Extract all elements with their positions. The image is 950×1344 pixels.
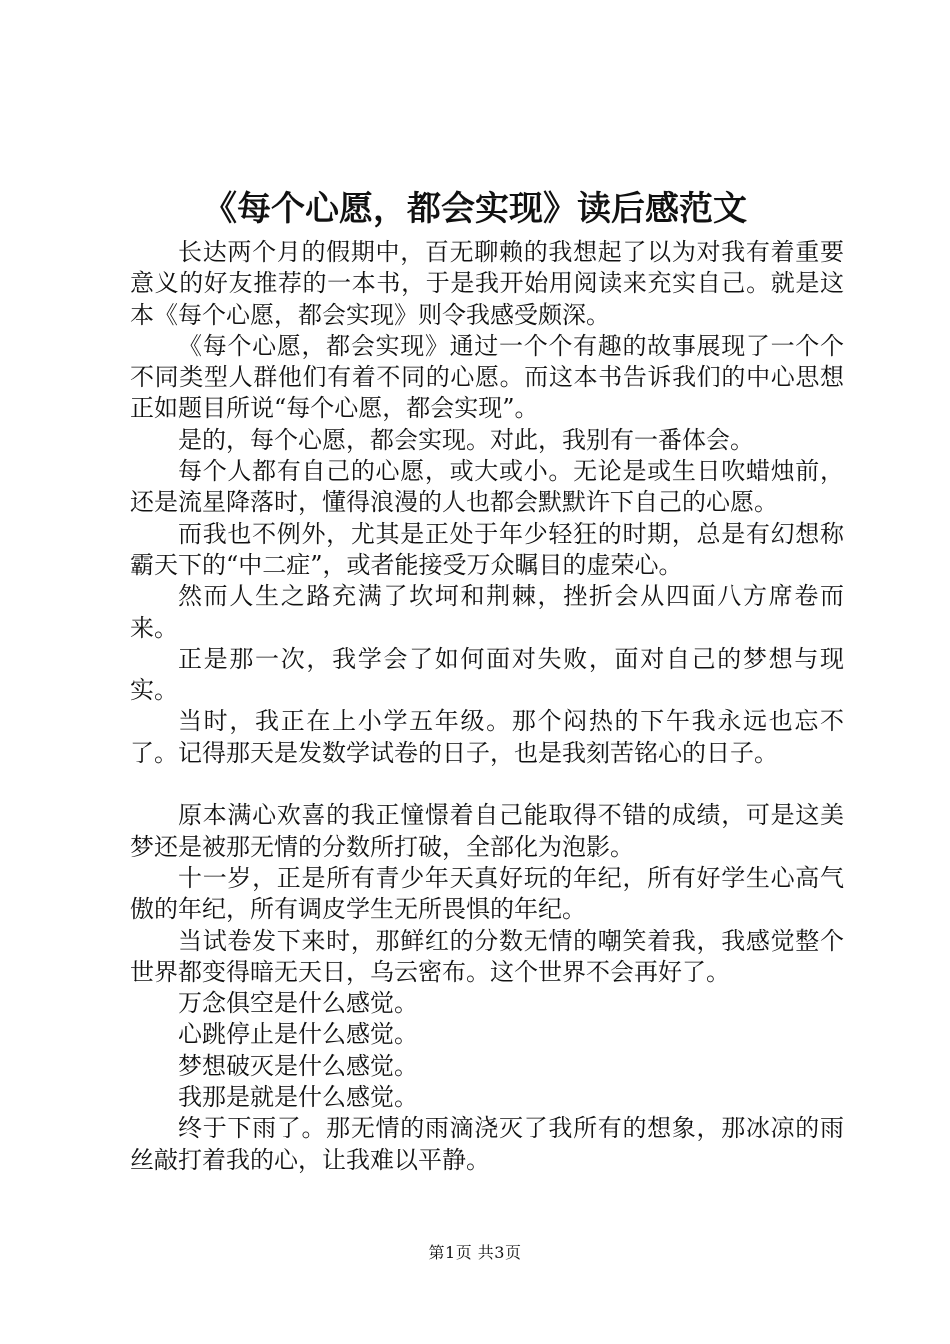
paragraph: 梦想破灭是什么感觉。 xyxy=(178,1051,418,1080)
paragraph: 当试卷发下来时，那鲜红的分数无情的嘲笑着我，我感觉整个世界都变得暗无天日，乌云密布。这个世界不会再好了。 xyxy=(130,926,844,986)
paragraph: 原本满心欢喜的我正憧憬着自己能取得不错的成绩，可是这美梦还是被那无情的分数所打破，全部化为泡影。 xyxy=(130,801,844,861)
paragraph: 长达两个月的假期中，百无聊赖的我想起了以为对我有着重要意义的好友推荐的一本书，于是我开始用阅读来充实自己。就是这本《每个心愿，都会实现》则令我感受颇深。 xyxy=(130,238,844,329)
paragraph: 每个人都有自己的心愿，或大或小。无论是或生日吹蜡烛前，还是流星降落时，懂得浪漫的人也都会默默许下自己的心愿。 xyxy=(130,457,844,517)
paragraph: 《每个心愿，都会实现》通过一个个有趣的故事展现了一个个不同类型人群他们有着不同的心愿。而这本书告诉我们的中心思想正如题目所说“每个心愿，都会实现”。 xyxy=(130,331,844,423)
page-footer: 第1页 共3页 xyxy=(428,1243,522,1262)
paragraph: 然而人生之路充满了坎坷和荆棘，挫折会从四面八方席卷而来。 xyxy=(130,582,844,642)
page-title: 《每个心愿，都会实现》读后感范文 xyxy=(203,189,747,229)
paragraph: 心跳停止是什么感觉。 xyxy=(178,1020,418,1049)
document-body xyxy=(130,237,844,1176)
paragraph: 终于下雨了。那无情的雨滴浇灭了我所有的想象，那冰凉的雨丝敲打着我的心，让我难以平静。 xyxy=(130,1114,844,1174)
paragraph: 我那是就是什么感觉。 xyxy=(178,1083,418,1112)
blank-line xyxy=(130,769,844,800)
paragraph: 正是那一次，我学会了如何面对失败，面对自己的梦想与现实。 xyxy=(130,644,844,705)
paragraph: 而我也不例外，尤其是正处于年少轻狂的时期，总是有幻想称霸天下的“中二症”，或者能接受万众瞩目的虚荣心。 xyxy=(130,519,844,579)
paragraph: 当时，我正在上小学五年级。那个闷热的下午我永远也忘不了。记得那天是发数学试卷的日子，也是我刻苦铭心的日子。 xyxy=(130,707,844,767)
paragraph: 是的，每个心愿，都会实现。对此，我别有一番体会。 xyxy=(178,425,754,454)
paragraph: 十一岁，正是所有青少年天真好玩的年纪，所有好学生心高气傲的年纪，所有调皮学生无所畏惧的年纪。 xyxy=(130,863,844,924)
paragraph: 万念俱空是什么感觉。 xyxy=(178,989,418,1018)
